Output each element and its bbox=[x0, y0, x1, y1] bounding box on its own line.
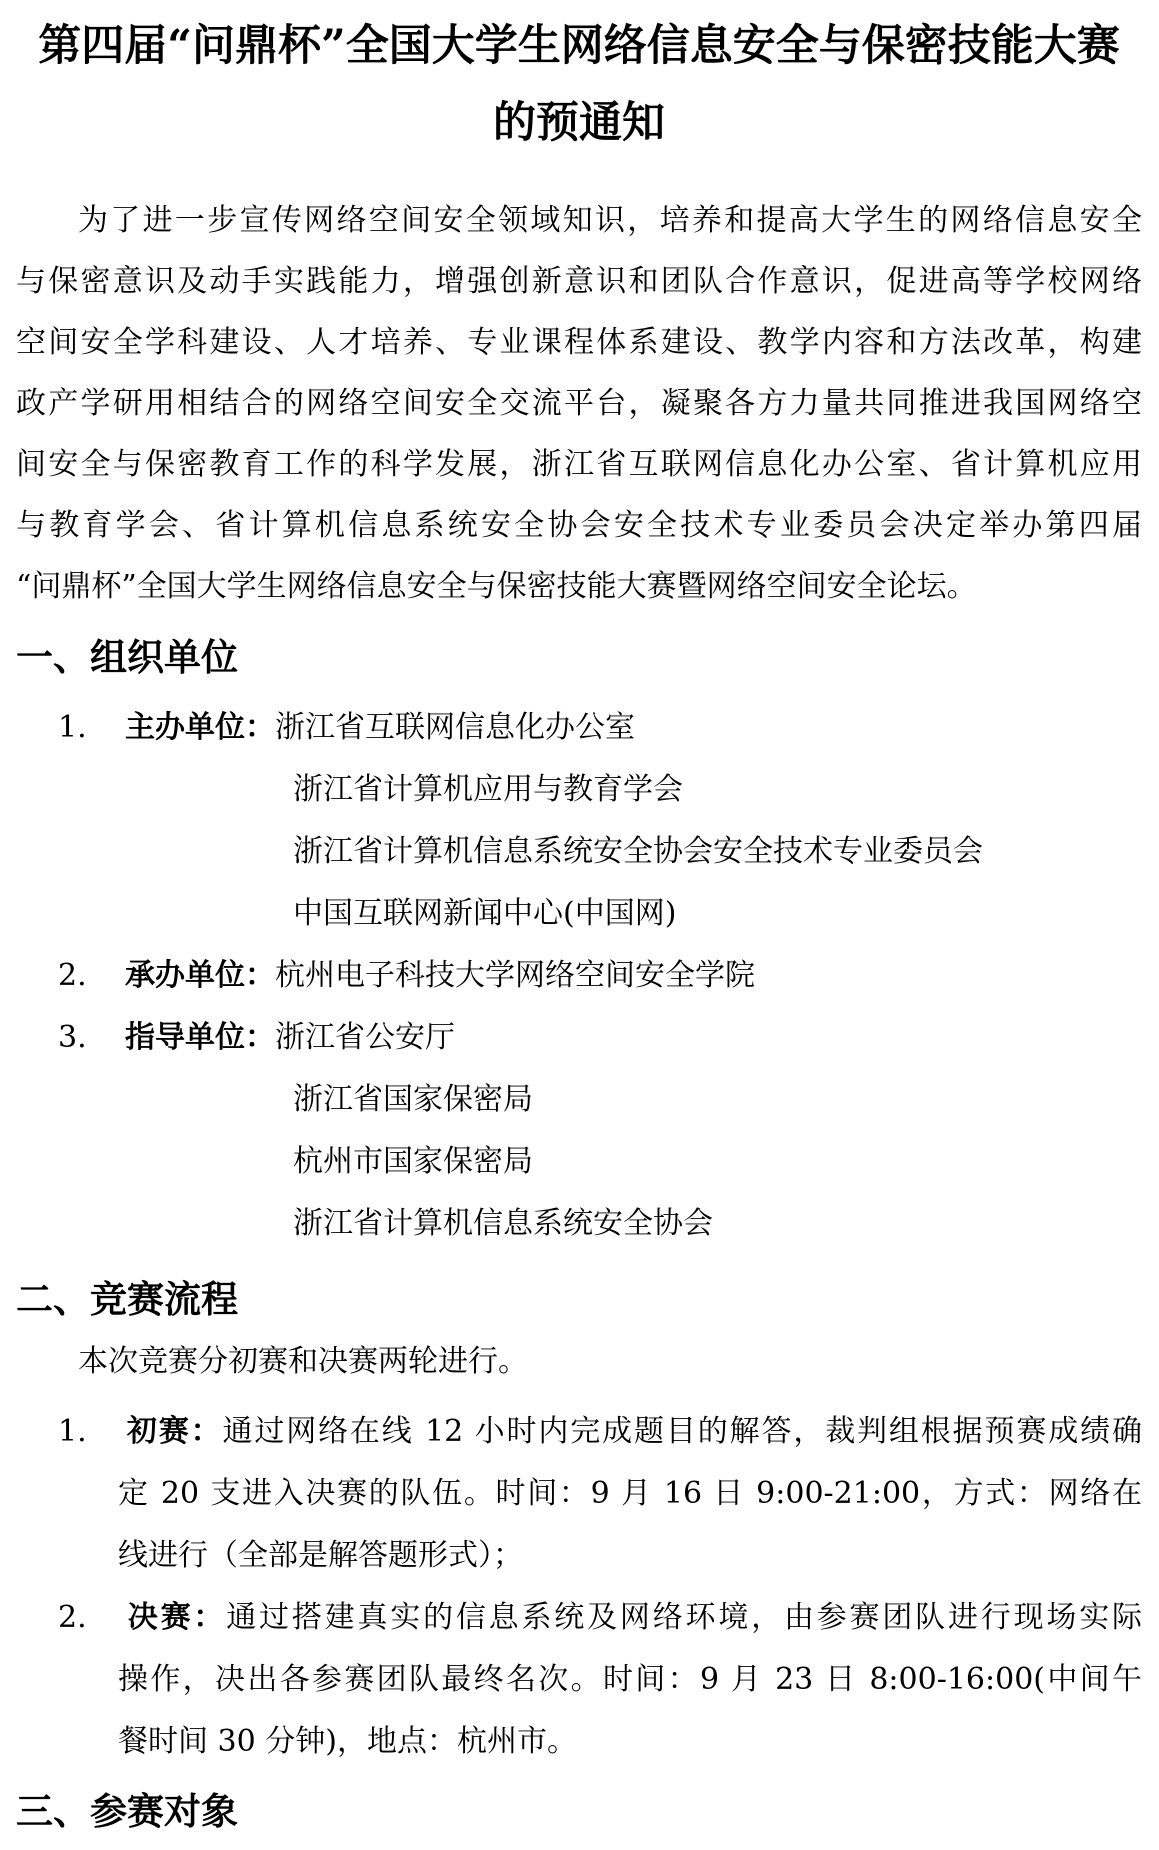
list-number: 3. bbox=[58, 1020, 87, 1055]
list-wrapped-line: 线进行（全部是解答题形式）； bbox=[118, 1538, 523, 1573]
section2-lead: 本次竞赛分初赛和决赛两轮进行。 bbox=[78, 1344, 528, 1379]
list-wrapped-line: 餐时间 30 分钟)，地点：杭州市。 bbox=[118, 1724, 577, 1759]
section1-heading: 一、组织单位 bbox=[16, 636, 238, 679]
list-number: 2. bbox=[58, 958, 87, 993]
list-continuation: 浙江省计算机信息系统安全协会安全技术专业委员会 bbox=[293, 834, 983, 869]
section1-list bbox=[16, 697, 1142, 1255]
list-label: 决赛： bbox=[125, 1600, 227, 1635]
intro-line: 政产学研用相结合的网络空间安全交流平台，凝聚各方力量共同推进我国网络空 bbox=[16, 386, 1142, 421]
list-value: 通过搭建真实的信息系统及网络环境，由参赛团队进行现场实际 bbox=[226, 1600, 1143, 1635]
intro-line: 为了进一步宣传网络空间安全领域知识，培养和提高大学生的网络信息安全 bbox=[78, 203, 1142, 238]
list-value: 浙江省互联网信息化办公室 bbox=[275, 710, 635, 745]
list-value: 浙江省公安厅 bbox=[275, 1020, 455, 1055]
intro-line: “问鼎杯”全国大学生网络信息安全与保密技能大赛暨网络空间安全论坛。 bbox=[16, 569, 977, 604]
list-label: 初赛： bbox=[125, 1414, 223, 1449]
section2-list bbox=[16, 1401, 1142, 1773]
list-item bbox=[16, 1587, 1142, 1649]
document-title-line1: 第四届“问鼎杯”全国大学生网络信息安全与保密技能大赛 bbox=[38, 21, 1120, 71]
list-continuation: 浙江省计算机信息系统安全协会 bbox=[293, 1206, 713, 1241]
list-wrapped-line: 操作，决出各参赛团队最终名次。时间：9 月 23 日 8:00-16:00(中间午 bbox=[118, 1662, 1142, 1697]
list-label: 承办单位： bbox=[125, 958, 275, 993]
list-item bbox=[16, 1401, 1142, 1463]
list-item bbox=[16, 697, 1142, 759]
intro-line: 间安全与保密教育工作的科学发展，浙江省互联网信息化办公室、省计算机应用 bbox=[16, 447, 1142, 482]
list-number: 1. bbox=[58, 1414, 87, 1449]
list-value: 通过网络在线 12 小时内完成题目的解答，裁判组根据预赛成绩确 bbox=[222, 1414, 1142, 1449]
section3-heading: 三、参赛对象 bbox=[16, 1790, 238, 1833]
intro-paragraph bbox=[16, 190, 1142, 617]
list-continuation: 杭州市国家保密局 bbox=[293, 1144, 533, 1179]
list-number: 2. bbox=[58, 1600, 87, 1635]
list-continuation: 浙江省国家保密局 bbox=[293, 1082, 533, 1117]
list-number: 1. bbox=[58, 710, 87, 745]
document-title-line2: 的预通知 bbox=[493, 98, 665, 148]
list-wrapped-line: 定 20 支进入决赛的队伍。时间：9 月 16 日 9:00-21:00，方式：网络在 bbox=[118, 1476, 1142, 1511]
list-label: 指导单位： bbox=[125, 1020, 275, 1055]
list-item bbox=[16, 1007, 1142, 1069]
intro-line: 空间安全学科建设、人才培养、专业课程体系建设、教学内容和方法改革，构建 bbox=[16, 325, 1142, 360]
intro-line: 与保密意识及动手实践能力，增强创新意识和团队合作意识，促进高等学校网络 bbox=[16, 264, 1142, 299]
list-continuation: 中国互联网新闻中心(中国网) bbox=[293, 896, 677, 931]
list-value: 杭州电子科技大学网络空间安全学院 bbox=[275, 958, 755, 993]
list-label: 主办单位： bbox=[125, 710, 275, 745]
section2-heading: 二、竞赛流程 bbox=[16, 1278, 238, 1321]
list-item bbox=[16, 945, 1142, 1007]
list-continuation: 浙江省计算机应用与教育学会 bbox=[293, 772, 683, 807]
intro-line: 与教育学会、省计算机信息系统安全协会安全技术专业委员会决定举办第四届 bbox=[16, 508, 1142, 543]
